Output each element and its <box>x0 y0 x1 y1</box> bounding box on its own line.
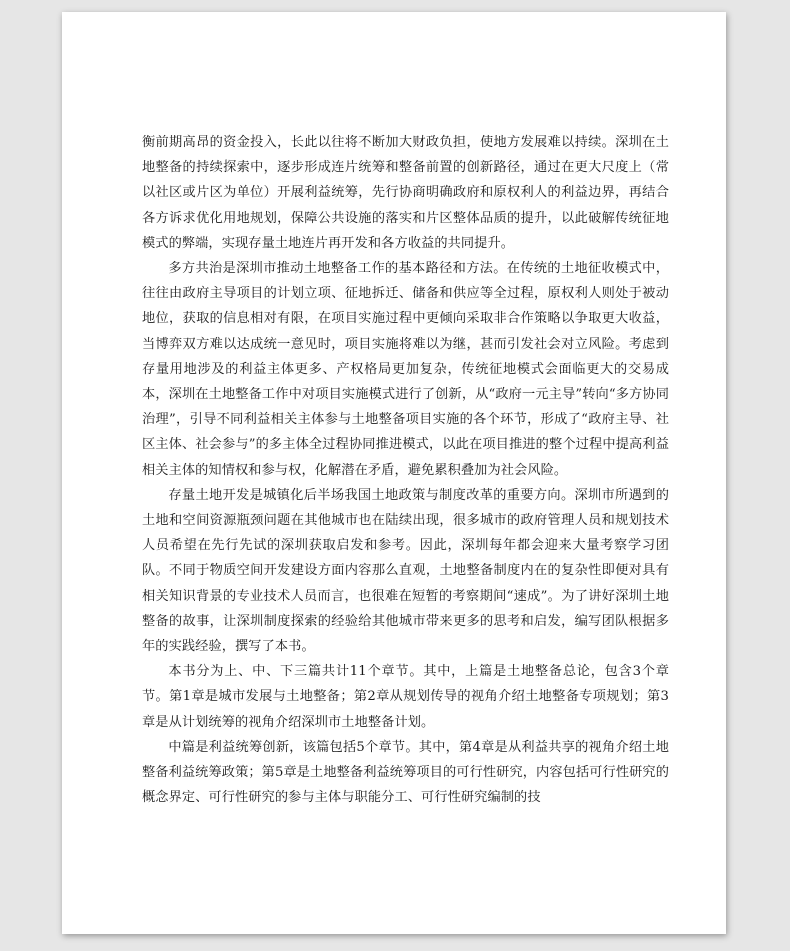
paragraph-1: 衡前期高昂的资金投入，长此以往将不断加大财政负担，使地方发展难以持续。深圳在土地整备的持续探索中，逐步形成连片统筹和整备前置的创新路径，通过在更大尺度上（常以社区或片区为单位）开展利益统筹，先行协商明确政府和原权利人的利益边界，再结合各方诉求优化用地规划，保障公共设施的落实和片区整体品质的提升，以此破解传统征地模式的弊端，实现存量土地连片再开发和各方收益的共同提升。 <box>142 135 669 251</box>
paragraph-2: 多方共治是深圳市推动土地整备工作的基本路径和方法。在传统的土地征收模式中，往往由政府主导项目的计划立项、征地拆迁、储备和供应等全过程，原权利人则处于被动地位，获取的信息相对有限，在项目实施过程中更倾向采取非合作策略以争取更大收益，当博弈双方难以达成统一意见时，项目实施将难以为继，甚而引发社会对立风险。考虑到存量用地涉及的利益主体更多、产权格局更加复杂，传统征地模式会面临更大的交易成本，深圳在土地整备工作中对项目实施模式进行了创新，从“政府一元主导”转向“多方协同治理”，引导不同利益相关主体参与土地整备项目实施的各个环节，形成了“政府主导、社区主体、社会参与”的多主体全过程协同推进模式，以此在项目推进的整个过程中提高利益相关主体的知情权和参与权，化解潜在矛盾，避免累积叠加为社会风险。 <box>142 261 669 478</box>
paragraph-3: 存量土地开发是城镇化后半场我国土地政策与制度改革的重要方向。深圳市所遇到的土地和空间资源瓶颈问题在其他城市也在陆续出现，很多城市的政府管理人员和规划技术人员希望在先行先试的深圳获取启发和参考。因此，深圳每年都会迎来大量考察学习团队。不同于物质空间开发建设方面内容那么直观，土地整备制度内在的复杂性即便对具有相关知识背景的专业技术人员而言，也很难在短暂的考察期间“速成”。为了讲好深圳土地整备的故事，让深圳制度探索的经验给其他城市带来更多的思考和启发，编写团队根据多年的实践经验，撰写了本书。 <box>142 487 669 655</box>
paragraph-5: 中篇是利益统筹创新，该篇包括5个章节。其中，第4章是从利益共享的视角介绍土地整备利益统筹政策；第5章是土地整备利益统筹项目的可行性研究，内容包括可行性研究的概念界定、可行性研究的参与主体与职能分工、可行性研究编制的技 <box>142 739 669 806</box>
body-text <box>142 130 669 810</box>
paragraph-4: 本书分为上、中、下三篇共计11个章节。其中，上篇是土地整备总论，包含3个章节。第1章是城市发展与土地整备；第2章从规划传导的视角介绍土地整备专项规划；第3章是从计划统筹的视角介绍深圳市土地整备计划。 <box>142 664 669 730</box>
book-page <box>62 12 726 934</box>
